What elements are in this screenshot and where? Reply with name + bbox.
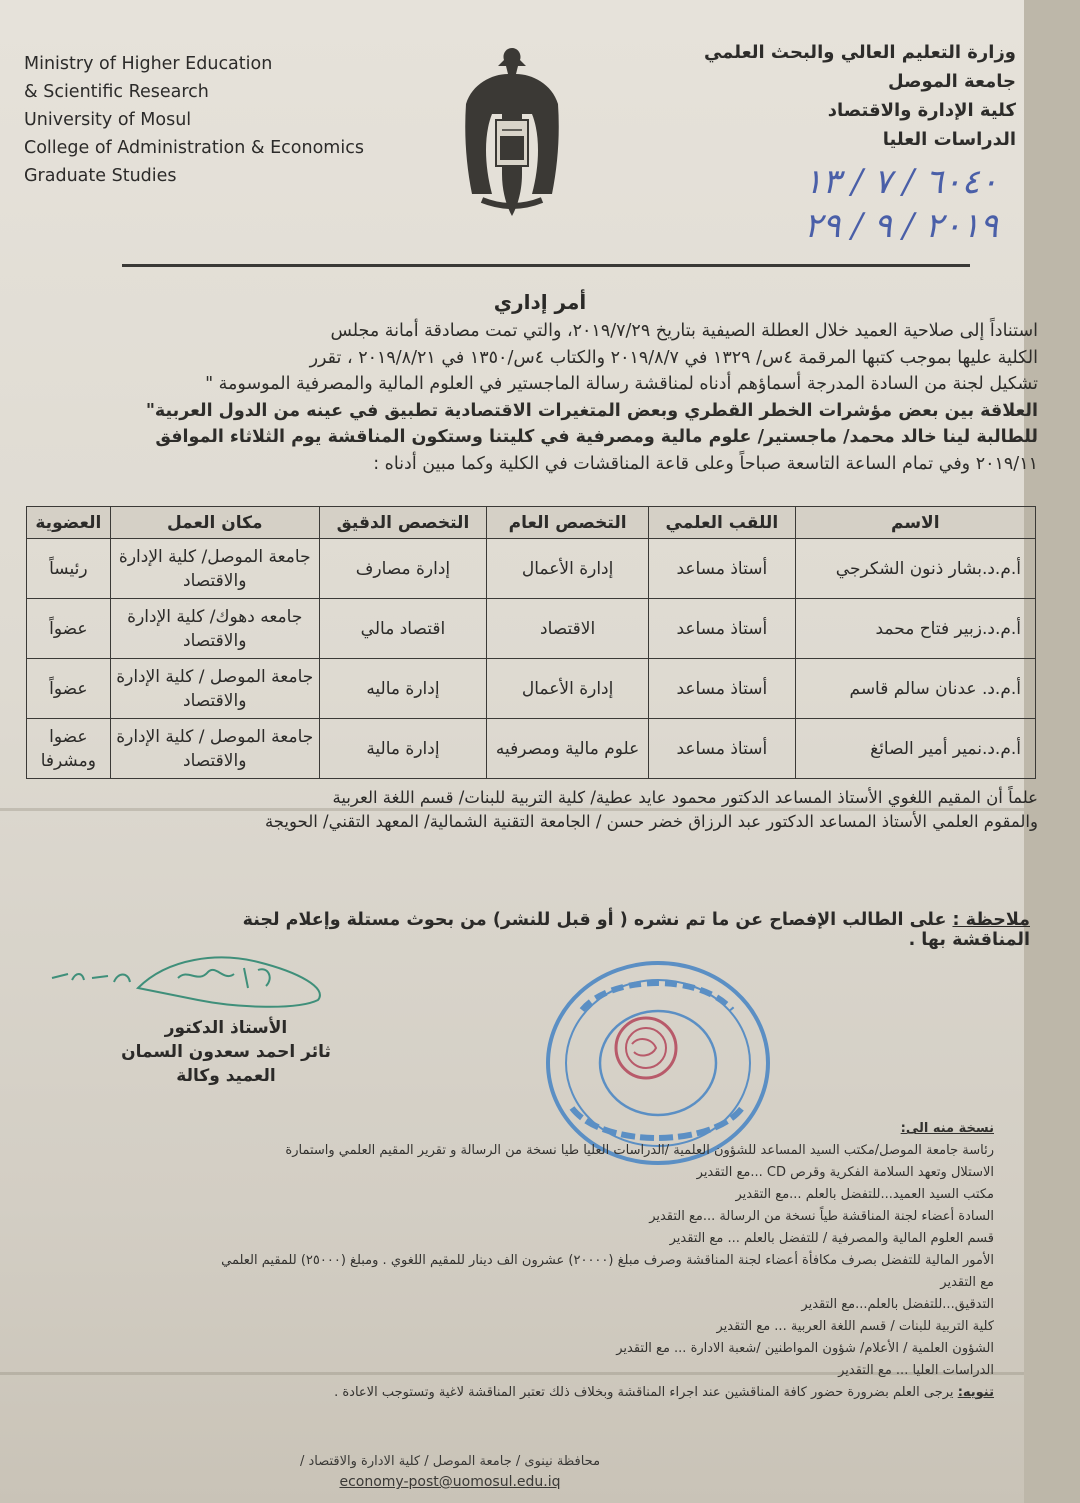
member-name: أ.م.د.بشار ذنون الشكرجي	[795, 539, 1035, 599]
body-line: تشكيل لجنة من السادة المدرجة أسماؤهم أدناه لمناقشة رسالة الماجستير في العلوم المالية والمصرفية الموسومة "	[205, 374, 1038, 394]
general-specialty: الاقتصاد	[487, 599, 649, 659]
header-ar-line: جامعة الموصل	[888, 71, 1016, 92]
copy-line: الاستلال وتعهد السلامة الفكرية وقرص CD ...مع التقدير	[696, 1165, 994, 1180]
specific-specialty: اقتصاد مالي	[319, 599, 486, 659]
column-header: التخصص العام	[487, 507, 649, 539]
member-name: أ.م.د.زبير فتاح محمد	[795, 599, 1035, 659]
order-body	[28, 318, 1038, 477]
copy-line: كلية التربية للبنات / قسم اللغة العربية ... مع التقدير	[716, 1319, 994, 1334]
handwritten-signature	[48, 948, 338, 1018]
signatory-title: الأستاذ الدكتور	[164, 1018, 288, 1038]
header-english	[24, 50, 404, 190]
workplace: جامعه دهوك/ كلية الإدارة والاقتصاد	[110, 599, 319, 659]
committee-table	[26, 506, 1036, 779]
academic-title: أستاذ مساعد	[649, 599, 795, 659]
copy-line: مكتب السيد العميد...للتفضل بالعلم ...مع التقدير	[735, 1187, 994, 1202]
header-divider	[122, 264, 970, 267]
reference-handwritten	[698, 160, 998, 250]
footer	[280, 1452, 620, 1492]
table-header-row	[27, 507, 1036, 539]
copy-line: التدقيق...للتفضل بالعلم...مع التقدير	[801, 1297, 994, 1312]
document-title: أمر إداري	[493, 290, 587, 314]
copy-line: قسم العلوم المالية والمصرفية / للتفضل بالعلم ... مع التقدير	[669, 1231, 994, 1246]
copy-line: مع التقدير	[940, 1275, 994, 1290]
body-line: ٢٠١٩/١١ وفي تمام الساعة التاسعة صباحاً وعلى قاعة المناقشات في الكلية وكما مبين أدناه :	[373, 453, 1038, 474]
copy-line: الأمور المالية للتفضل بصرف مكافأة أعضاء لجنة المناقشة وصرف مبلغ (٢٠٠٠٠) عشرون الف دينار للمقيم اللغوي . ومبلغ (٢٥٠٠٠) للمقيم العلمي	[221, 1253, 994, 1268]
copy-line: رئاسة جامعة الموصل/مكتب السيد المساعد للشؤون العلمية /الدراسات العليا طيا نسخة من الرسالة و تقرير المقيم العلمي واستمارة	[285, 1143, 994, 1158]
column-header: الاسم	[795, 507, 1035, 539]
header-en-line: College of Administration & Economics	[24, 138, 364, 158]
membership: عضواً	[27, 599, 111, 659]
note-label: ملاحظة :	[952, 910, 1030, 930]
workplace: جامعة الموصل / كلية الإدارة والاقتصاد	[110, 719, 319, 779]
column-header: مكان العمل	[110, 507, 319, 539]
signatory-name: ثائر احمد سعدون السمان	[121, 1042, 331, 1062]
student-note	[210, 910, 1030, 950]
reviewer-line: علماً أن المقيم اللغوي الأستاذ المساعد الدكتور محمود عايد عطية/ كلية التربية للبنات/ قسم اللغة العربية	[332, 788, 1038, 807]
header-en-line: Ministry of Higher Education	[24, 54, 273, 74]
member-name: أ.م.د.نمير أمير الصائغ	[795, 719, 1035, 779]
copy-line: السادة أعضاء لجنة المناقشة طياً نسخة من الرسالة ...مع التقدير	[649, 1209, 994, 1224]
header-en-line: University of Mosul	[24, 110, 192, 130]
copy-distribution	[34, 1118, 994, 1404]
academic-title: أستاذ مساعد	[649, 719, 795, 779]
specific-specialty: إدارة مالية	[319, 719, 486, 779]
iraq-eagle-emblem	[462, 44, 562, 224]
header-ar-line: الدراسات العليا	[882, 129, 1016, 150]
note-text: على الطالب الإفصاح عن ما تم نشره ( أو قبل للنشر) من بحوث مستلة وإعلام لجنة المناقشة بها .	[242, 910, 1030, 950]
table-row	[27, 539, 1036, 599]
reference-number: ٦٠٤٠ / ٧ / ١٣	[804, 162, 998, 202]
general-specialty: علوم مالية ومصرفيه	[487, 719, 649, 779]
header-ar-line: وزارة التعليم العالي والبحث العلمي	[703, 42, 1016, 63]
copy-to-title: نسخة منه الى:	[900, 1121, 994, 1136]
column-header: اللقب العلمي	[649, 507, 795, 539]
reviewer-line: والمقوم العلمي الأستاذ المساعد الدكتور عبد الرزاق خضر حسن / الجامعة التقنية الشمالية/ المعهد التقني/ الحويجة	[264, 812, 1038, 831]
membership: عضوا ومشرفا	[27, 719, 111, 779]
body-line: الكلية عليها بموجب كتبها المرقمة ٤س/ ١٣٢٩ في ٢٠١٩/٨/٧ والكتاب ٤س/١٣٥٠ في ٢٠١٩/٨/٢١ ، تقرر	[309, 347, 1038, 368]
column-header: التخصص الدقيق	[319, 507, 486, 539]
thesis-title-line: العلاقة بين بعض مؤشرات الخطر القطري وبعض المتغيرات الاقتصادية تطبيق في عينه من الدول العربية"	[145, 400, 1038, 421]
copy-line: الشؤون العلمية / الأعلام/ شؤون المواطنين /شعبة الادارة ... مع التقدير	[616, 1341, 994, 1356]
student-line: للطالبة لينا خالد محمد/ ماجستير/ علوم مالية ومصرفية في كليتنا وستكون المناقشة يوم الثلاثاء الموافق	[155, 427, 1038, 447]
academic-title: أستاذ مساعد	[649, 659, 795, 719]
membership: عضواً	[27, 659, 111, 719]
workplace: جامعة الموصل / كلية الإدارة والاقتصاد	[110, 659, 319, 719]
general-specialty: إدارة الأعمال	[487, 659, 649, 719]
workplace: جامعة الموصل/ كلية الإدارة والاقتصاد	[110, 539, 319, 599]
member-name: أ.م.د. عدنان سالم قاسم	[795, 659, 1035, 719]
signatory	[116, 1016, 336, 1088]
header-ar-line: كلية الإدارة والاقتصاد	[827, 100, 1016, 121]
warning-text: يرجى العلم بضرورة حضور كافة المناقشين عند اجراء المناقشة وبخلاف ذلك تعتبر المناقشة لاغية وتستوجب الاعادة .	[334, 1385, 954, 1400]
reviewers-note	[138, 786, 1038, 834]
warning-line	[34, 1382, 994, 1404]
footer-email: economy-post@uomosul.edu.iq	[339, 1474, 561, 1490]
copy-line: الدراسات العليا ... مع التقدير	[838, 1363, 994, 1378]
table-row	[27, 599, 1036, 659]
academic-title: أستاذ مساعد	[649, 539, 795, 599]
signatory-position: العميد وكالة	[176, 1066, 276, 1086]
footer-address: محافظة نينوى / جامعة الموصل / كلية الادارة والاقتصاد /	[299, 1454, 601, 1469]
warning-label: تنويه:	[957, 1385, 994, 1400]
column-header: العضوية	[27, 507, 111, 539]
specific-specialty: إدارة ماليه	[319, 659, 486, 719]
body-line: استناداً إلى صلاحية العميد خلال العطلة الصيفية بتاريخ ٢٠١٩/٧/٢٩، والتي تمت مصادقة أمانة مجلس	[330, 321, 1038, 341]
header-en-line: & Scientific Research	[24, 82, 209, 102]
reference-date: ٢٠١٩ / ٩ / ٢٩	[804, 206, 998, 246]
membership: رئيساً	[27, 539, 111, 599]
specific-specialty: إدارة مصارف	[319, 539, 486, 599]
header-arabic	[696, 38, 1016, 154]
table-row	[27, 719, 1036, 779]
header-en-line: Graduate Studies	[24, 166, 177, 186]
general-specialty: إدارة الأعمال	[487, 539, 649, 599]
table-row	[27, 659, 1036, 719]
